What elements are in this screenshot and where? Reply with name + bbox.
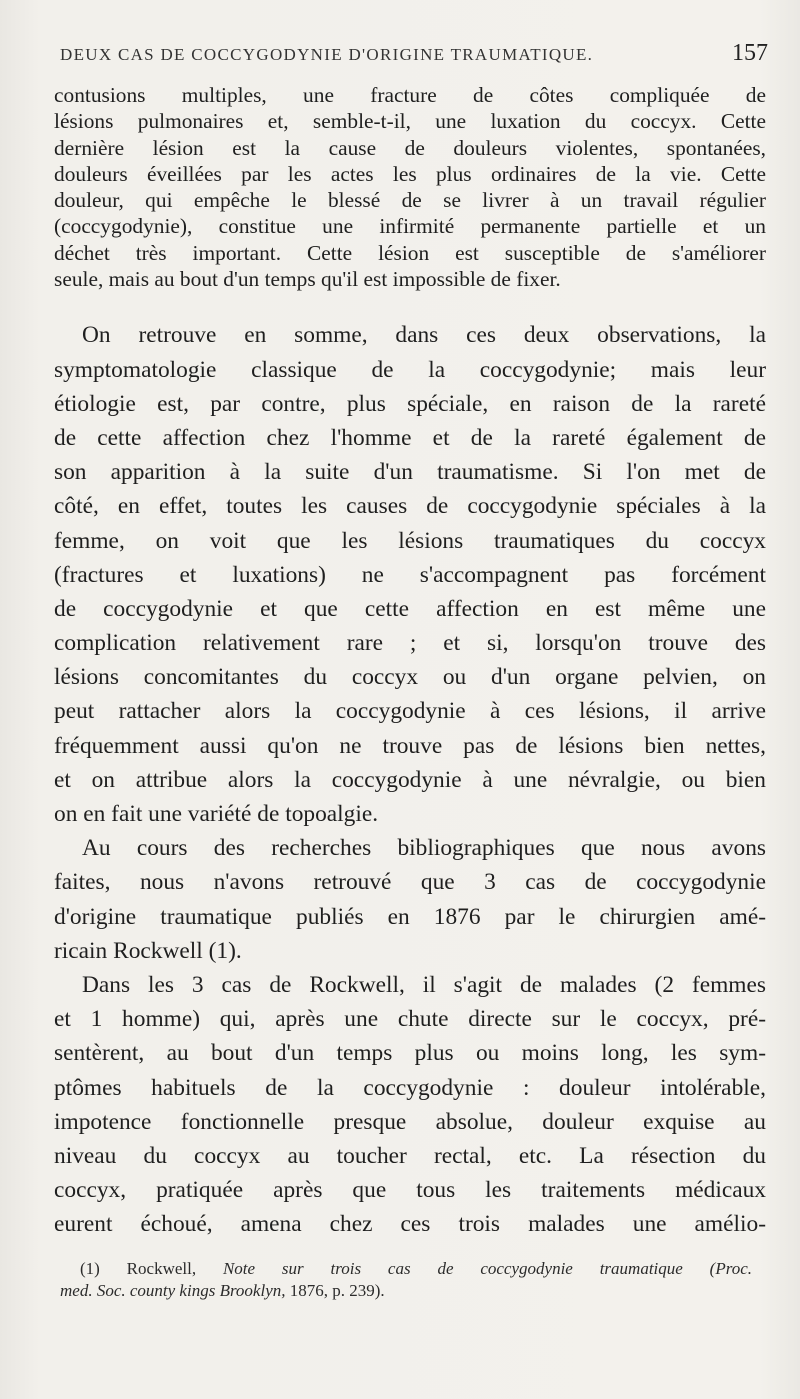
text-line: Au cours des recherches bibliographiques que nous avons bbox=[82, 835, 766, 862]
text-line: ptômes habituels de la coccygodynie : douleur intolérable, bbox=[54, 1074, 766, 1101]
footnote-title: Note sur trois cas de coccygodynie traumatique bbox=[222, 1259, 683, 1278]
footnote-source: (Proc. bbox=[682, 1259, 752, 1278]
text-line: ricain Rockwell (1). bbox=[54, 937, 242, 964]
footnote-citation: 1876, p. 239). bbox=[285, 1281, 385, 1300]
text-line: niveau du coccyx au toucher rectal, etc. La résection du bbox=[54, 1142, 766, 1169]
text-line: sentèrent, au bout d'un temps plus ou moins long, les sym- bbox=[54, 1040, 766, 1067]
text-line: dernière lésion est la cause de douleurs violentes, spontanées, bbox=[54, 135, 766, 160]
text-line: seule, mais au bout d'un temps qu'il est impossible de fixer. bbox=[54, 267, 561, 292]
text-line: douleurs éveillées par les actes les plus ordinaires de la vie. Cette bbox=[54, 161, 766, 186]
text-line: faites, nous n'avons retrouvé que 3 cas de coccygodynie bbox=[54, 869, 766, 896]
body-text bbox=[54, 82, 766, 1241]
footnote-line bbox=[60, 1258, 752, 1280]
footnote-line bbox=[60, 1280, 752, 1302]
page-number: 157 bbox=[732, 40, 768, 66]
text-line: Dans les 3 cas de Rockwell, il s'agit de malades (2 femmes bbox=[82, 971, 766, 998]
text-line: et on attribue alors la coccygodynie à une névralgie, ou bien bbox=[54, 766, 766, 793]
text-line: son apparition à la suite d'un traumatisme. Si l'on met de bbox=[54, 459, 766, 486]
text-line: d'origine traumatique publiés en 1876 par le chirurgien amé- bbox=[54, 903, 766, 930]
footnote-journal: med. Soc. county kings Brooklyn, bbox=[60, 1281, 286, 1300]
text-line: lésions concomitantes du coccyx ou d'un organe pelvien, on bbox=[54, 664, 766, 691]
text-line: déchet très important. Cette lésion est susceptible de s'améliorer bbox=[54, 240, 766, 265]
text-line: eurent échoué, amena chez ces trois malades une amélio- bbox=[54, 1211, 766, 1238]
text-line: et 1 homme) qui, après une chute directe sur le coccyx, pré- bbox=[54, 1006, 766, 1033]
text-line: étiologie est, par contre, plus spéciale, en raison de la rareté bbox=[54, 390, 766, 417]
text-line: contusions multiples, une fracture de côtes compliquée de bbox=[54, 83, 766, 107]
text-line: de coccygodynie et que cette affection en est même une bbox=[54, 595, 766, 622]
text-line: symptomatologie classique de la coccygodynie; mais leur bbox=[54, 356, 766, 383]
paragraph-3 bbox=[54, 831, 766, 968]
text-line: On retrouve en somme, dans ces deux observations, la bbox=[82, 322, 766, 349]
text-line: côté, en effet, toutes les causes de coccygodynie spéciales à la bbox=[54, 493, 766, 520]
text-line: de cette affection chez l'homme et de la rareté également de bbox=[54, 424, 766, 451]
paragraph-4 bbox=[54, 968, 766, 1242]
paragraph-2 bbox=[54, 318, 766, 831]
text-line: (coccygodynie), constitue une infirmité permanente partielle et un bbox=[54, 214, 766, 239]
text-line: lésions pulmonaires et, semble-t-il, une luxation du coccyx. Cette bbox=[54, 109, 766, 134]
text-line: (fractures et luxations) ne s'accompagnent pas forcément bbox=[54, 561, 766, 588]
paragraph-1 bbox=[54, 82, 766, 292]
running-head bbox=[60, 40, 768, 67]
text-line: on en fait une variété de topoalgie. bbox=[54, 801, 379, 827]
text-line: complication relativement rare ; et si, lorsqu'on trouve des bbox=[54, 630, 766, 657]
footnote-ref: (1) Rockwell, bbox=[80, 1259, 223, 1278]
footnote bbox=[60, 1258, 752, 1302]
section-top bbox=[54, 82, 766, 292]
text-line: femme, on voit que les lésions traumatiques du coccyx bbox=[54, 527, 766, 554]
text-line: impotence fonctionnelle presque absolue, douleur exquise au bbox=[54, 1108, 766, 1135]
section-main bbox=[54, 318, 766, 1241]
text-line: douleur, qui empêche le blessé de se livrer à un travail régulier bbox=[54, 188, 766, 213]
running-title: DEUX CAS DE COCCYGODYNIE D'ORIGINE TRAUMATIQUE. bbox=[60, 45, 594, 64]
text-line: peut rattacher alors la coccygodynie à ces lésions, il arrive bbox=[54, 698, 766, 725]
text-line: coccyx, pratiquée après que tous les traitements médicaux bbox=[54, 1177, 766, 1204]
text-line: fréquemment aussi qu'on ne trouve pas de lésions bien nettes, bbox=[54, 732, 766, 759]
